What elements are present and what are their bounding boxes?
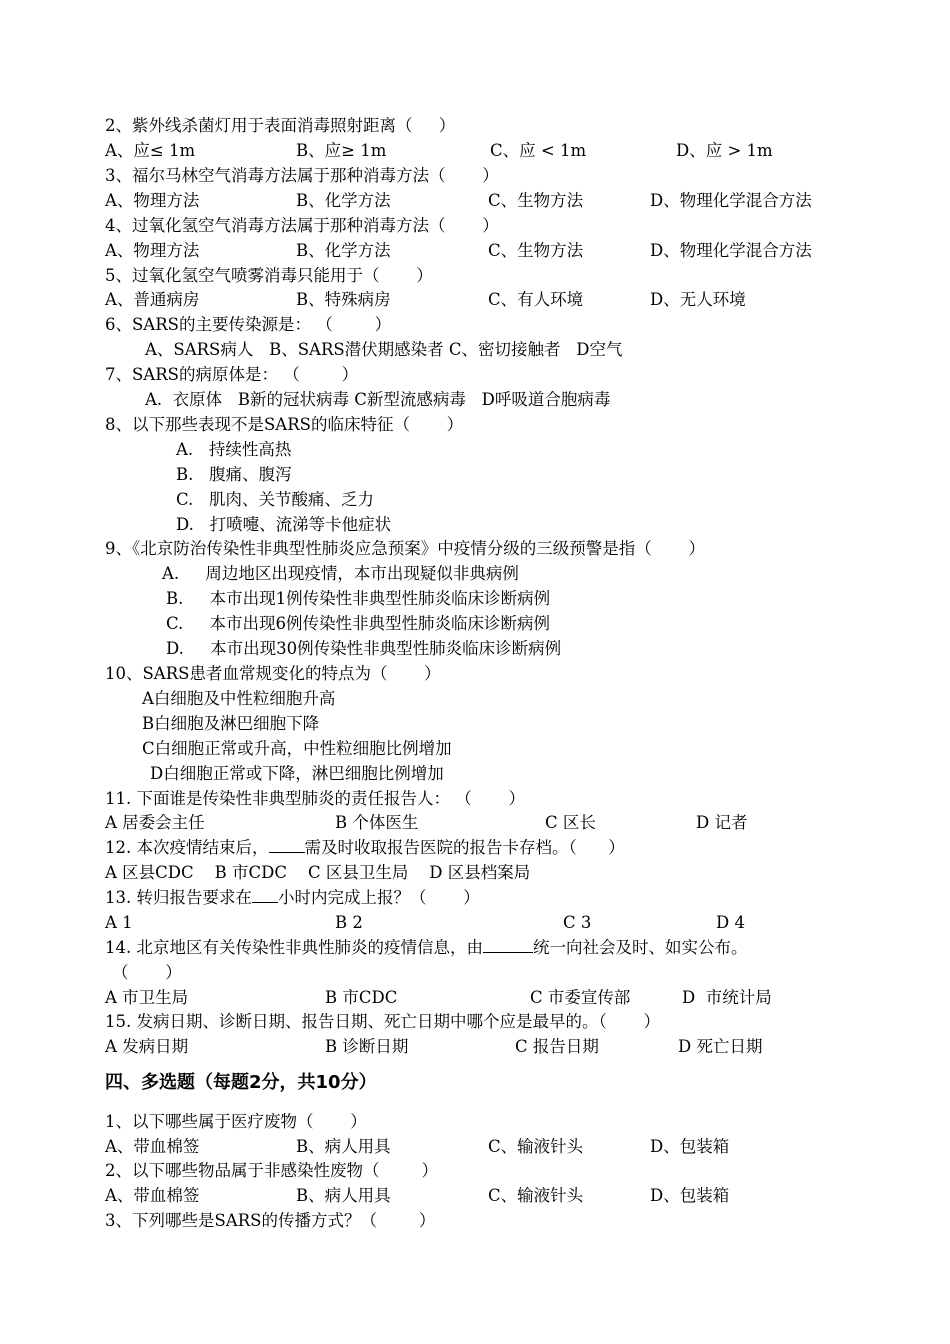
q5-option-d: D、无人环境 bbox=[650, 290, 746, 309]
q10-option-b: B白细胞及淋巴细胞下降 bbox=[142, 714, 320, 733]
q15-option-a: A 发病日期 bbox=[105, 1037, 189, 1056]
q14-stem-cont: （ ） bbox=[112, 963, 182, 982]
q11-option-d: D 记者 bbox=[696, 813, 748, 832]
m2-option-d: D、包装箱 bbox=[650, 1186, 730, 1205]
q3-option-c: C、生物方法 bbox=[488, 191, 584, 210]
m1-option-b: B、病人用具 bbox=[296, 1137, 391, 1156]
q8-stem: 8、以下那些表现不是SARS的临床特征（ ） bbox=[105, 415, 464, 434]
q6-stem: 6、SARS的主要传染源是： （ ） bbox=[105, 315, 392, 334]
q15-option-d: D 死亡日期 bbox=[678, 1037, 763, 1056]
q11-option-a: A 居委会主任 bbox=[105, 813, 205, 832]
m1-option-c: C、输液针头 bbox=[488, 1137, 584, 1156]
q12-blank bbox=[269, 838, 305, 853]
q13-stem-suffix: 小时内完成上报？（ ） bbox=[278, 888, 480, 907]
q13-stem bbox=[105, 888, 480, 908]
q13-blank bbox=[252, 888, 278, 903]
q4-option-c: C、生物方法 bbox=[488, 241, 584, 260]
q10-option-d: D白细胞正常或下降，淋巴细胞比例增加 bbox=[150, 764, 444, 783]
q15-option-c: C 报告日期 bbox=[515, 1037, 599, 1056]
q2-stem: 2、紫外线杀菌灯用于表面消毒照射距离（ ） bbox=[105, 116, 456, 135]
q3-option-a: A、物理方法 bbox=[105, 191, 200, 210]
q13-option-d: D 4 bbox=[716, 913, 745, 932]
q4-stem: 4、过氧化氢空气消毒方法属于那种消毒方法（ ） bbox=[105, 216, 499, 235]
q13-stem-prefix: 13. 转归报告要求在 bbox=[105, 888, 252, 907]
q4-option-d: D、物理化学混合方法 bbox=[650, 241, 812, 260]
q4-option-b: B、化学方法 bbox=[296, 241, 391, 260]
m3-stem: 3、下列哪些是SARS的传播方式？（ ） bbox=[105, 1211, 436, 1230]
q5-stem: 5、过氧化氢空气喷雾消毒只能用于（ ） bbox=[105, 266, 433, 285]
q8-option-b: B. 腹痛、腹泻 bbox=[176, 465, 292, 484]
q2-option-a: A、应≤ 1m bbox=[105, 141, 196, 160]
m1-option-d: D、包装箱 bbox=[650, 1137, 730, 1156]
m2-option-b: B、病人用具 bbox=[296, 1186, 391, 1205]
m2-option-c: C、输液针头 bbox=[488, 1186, 584, 1205]
q13-option-c: C 3 bbox=[563, 913, 592, 932]
m2-stem: 2、以下哪些物品属于非感染性废物（ ） bbox=[105, 1161, 438, 1180]
m1-stem: 1、以下哪些属于医疗废物（ ） bbox=[105, 1112, 367, 1131]
m1-option-a: A、带血棉签 bbox=[105, 1137, 200, 1156]
q5-option-c: C、有人环境 bbox=[488, 290, 584, 309]
q11-stem: 11. 下面谁是传染性非典型肺炎的责任报告人： （ ） bbox=[105, 789, 525, 808]
q10-stem: 10、SARS患者血常规变化的特点为（ ） bbox=[105, 664, 441, 683]
q10-option-c: C白细胞正常或升高，中性粒细胞比例增加 bbox=[142, 739, 452, 758]
q11-option-c: C 区长 bbox=[545, 813, 596, 832]
q5-option-b: B、特殊病房 bbox=[296, 290, 391, 309]
q8-option-d: D. 打喷嚏、流涕等卡他症状 bbox=[176, 515, 392, 534]
q9-option-c: C. 本市出现6例传染性非典型性肺炎临床诊断病例 bbox=[166, 614, 551, 633]
q3-option-d: D、物理化学混合方法 bbox=[650, 191, 812, 210]
q7-stem: 7、SARS的病原体是： （ ） bbox=[105, 365, 359, 384]
q9-option-b: B. 本市出现1例传染性非典型性肺炎临床诊断病例 bbox=[166, 589, 551, 608]
q14-stem-suffix: 统一向社会及时、如实公布。 bbox=[533, 938, 748, 957]
q12-stem-suffix: 需及时收取报告医院的报告卡存档。（ ） bbox=[304, 838, 625, 857]
q4-option-a: A、物理方法 bbox=[105, 241, 200, 260]
q12-options: A 区县CDC B 市CDC C 区县卫生局 D 区县档案局 bbox=[105, 863, 531, 882]
q8-option-a: A. 持续性高热 bbox=[176, 440, 292, 459]
q5-option-a: A、普通病房 bbox=[105, 290, 200, 309]
q14-stem bbox=[105, 938, 748, 958]
q14-blank bbox=[483, 938, 533, 953]
q2-option-b: B、应≥ 1m bbox=[296, 141, 387, 160]
q14-option-b: B 市CDC bbox=[325, 988, 398, 1007]
q2-option-d: D、应 > 1m bbox=[676, 141, 773, 160]
q3-option-b: B、化学方法 bbox=[296, 191, 391, 210]
q14-option-c: C 市委宣传部 bbox=[530, 988, 631, 1007]
q13-option-b: B 2 bbox=[335, 913, 363, 932]
q10-option-a: A白细胞及中性粒细胞升高 bbox=[142, 689, 336, 708]
q6-options: A、SARS病人 B、SARS潜伏期感染者 C、密切接触者 D空气 bbox=[145, 340, 623, 359]
q11-option-b: B 个体医生 bbox=[335, 813, 419, 832]
q7-options: A. 衣原体 B新的冠状病毒 C新型流感病毒 D呼吸道合胞病毒 bbox=[145, 390, 611, 409]
q9-stem: 9、《北京防治传染性非典型性肺炎应急预案》中疫情分级的三级预警是指（ ） bbox=[105, 539, 705, 558]
q3-stem: 3、福尔马林空气消毒方法属于那种消毒方法（ ） bbox=[105, 166, 499, 185]
q9-option-d: D. 本市出现30例传染性非典型性肺炎临床诊断病例 bbox=[166, 639, 562, 658]
m2-option-a: A、带血棉签 bbox=[105, 1186, 200, 1205]
q15-option-b: B 诊断日期 bbox=[325, 1037, 409, 1056]
q2-option-c: C、应 < 1m bbox=[490, 141, 587, 160]
q14-option-a: A 市卫生局 bbox=[105, 988, 189, 1007]
q15-stem: 15. 发病日期、诊断日期、报告日期、死亡日期中哪个应是最早的。（ ） bbox=[105, 1012, 660, 1031]
section-heading: 四、多选题（每题2分，共10分） bbox=[105, 1072, 377, 1093]
q9-option-a: A. 周边地区出现疫情，本市出现疑似非典病例 bbox=[162, 564, 519, 583]
q14-option-d: D 市统计局 bbox=[682, 988, 772, 1007]
q14-stem-prefix: 14. 北京地区有关传染性非典性肺炎的疫情信息，由 bbox=[105, 938, 483, 957]
q12-stem bbox=[105, 838, 625, 858]
q13-option-a: A 1 bbox=[105, 913, 133, 932]
q8-option-c: C. 肌肉、关节酸痛、乏力 bbox=[176, 490, 375, 509]
q12-stem-prefix: 12. 本次疫情结束后， bbox=[105, 838, 269, 857]
